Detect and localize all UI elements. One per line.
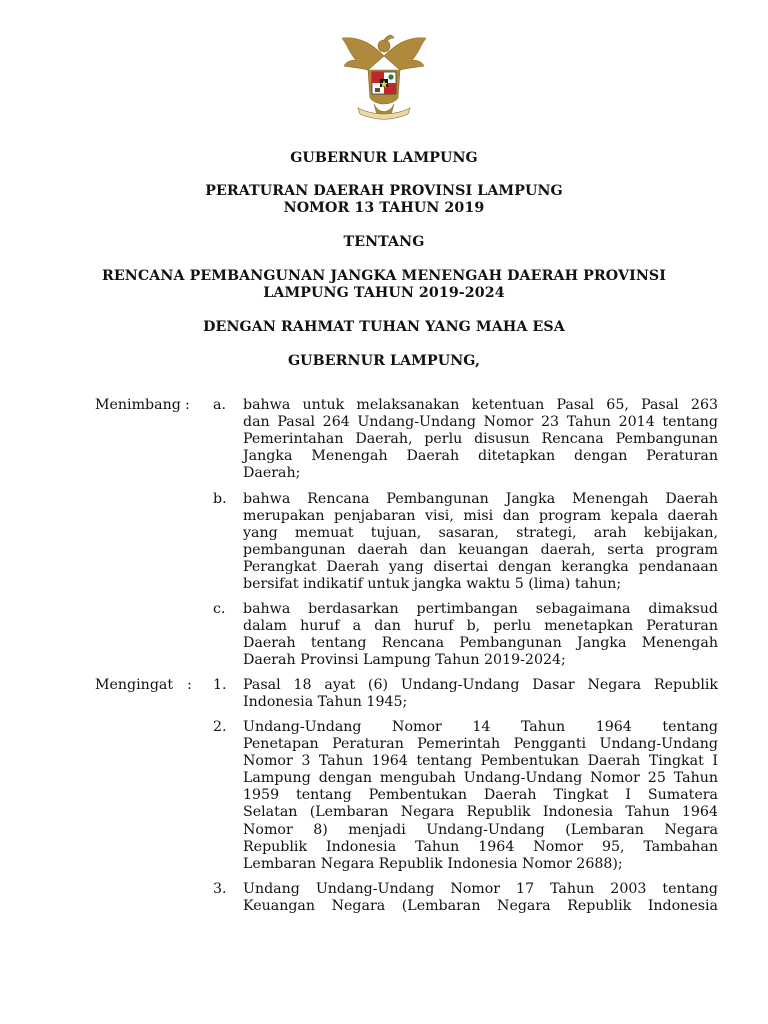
regulation-number: NOMOR 13 TAHUN 2019	[283, 200, 485, 216]
garuda-pancasila-emblem	[334, 26, 434, 126]
mengingat-item-2: Undang-Undang Nomor 14 Tahun 1964 tentang Penetapan Peraturan Pemerintah Pengganti Undang-Undang Nomor 3 Tahun 1964 tentang Pembentukan Daerah Tingkat I Lampung dengan mengubah Undang-Undang Nomor 25 Tahun 1959 tentang Pembentukan Daerah Tingkat I Sumatera Selatan (Lembaran Negara Republik Indonesia Tahun 1964 Nomor 8) menjadi Undang-Undang (Lembaran Negara Republik Indonesia Tahun 1964 Nomor 95, Tambahan Lembaran Negara Republik Indonesia Nomor 2688);	[243, 719, 718, 872]
governor-signoff: GUBERNUR LAMPUNG,	[287, 353, 481, 369]
mengingat-item-1: Pasal 18 ayat (6) Undang-Undang Dasar Negara Republik Indonesia Tahun 1945;	[243, 677, 718, 711]
mengingat-marker-3: 3.	[213, 881, 227, 897]
subject-line-2: LAMPUNG TAHUN 2019-2024	[263, 285, 505, 301]
menimbang-label: Menimbang :	[95, 397, 190, 413]
mengingat-label: Mengingat :	[95, 677, 192, 693]
governor-heading: GUBERNUR LAMPUNG	[290, 150, 478, 166]
mengingat-marker-2: 2.	[213, 719, 227, 735]
menimbang-item-b: bahwa Rencana Pembangunan Jangka Menengah Daerah merupakan penjabaran visi, misi dan program kepala daerah yang memuat tujuan, sasaran, strategi, arah kebijakan, pembangunan daerah dan keuangan daerah, serta program Perangkat Daerah yang disertai dengan kerangka pendanaan bersifat indikatif untuk jangka waktu 5 (lima) tahun;	[243, 491, 718, 593]
mengingat-item-3: Undang Undang-Undang Nomor 17 Tahun 2003 tentang Keuangan Negara (Lembaran Negara Republik Indonesia	[243, 881, 718, 915]
menimbang-item-a: bahwa untuk melaksanakan ketentuan Pasal 65, Pasal 263 dan Pasal 264 Undang-Undang Nomor 23 Tahun 2014 tentang Pemerintahan Daerah, perlu disusun Rencana Pembangunan Jangka Menengah Daerah ditetapkan dengan Peraturan Daerah;	[243, 397, 718, 482]
menimbang-marker-c: c.	[213, 601, 226, 617]
regulation-title: PERATURAN DAERAH PROVINSI LAMPUNG	[205, 183, 563, 199]
menimbang-marker-a: a.	[213, 397, 226, 413]
menimbang-item-c: bahwa berdasarkan pertimbangan sebagaimana dimaksud dalam huruf a dan huruf b, perlu menetapkan Peraturan Daerah tentang Rencana Pembangunan Jangka Menengah Daerah Provinsi Lampung Tahun 2019-2024;	[243, 601, 718, 669]
menimbang-marker-b: b.	[213, 491, 227, 507]
subject-line-1: RENCANA PEMBANGUNAN JANGKA MENENGAH DAERAH PROVINSI	[102, 268, 666, 284]
mengingat-marker-1: 1.	[213, 677, 227, 693]
blessing-heading: DENGAN RAHMAT TUHAN YANG MAHA ESA	[203, 319, 565, 335]
about-heading: TENTANG	[343, 234, 425, 250]
